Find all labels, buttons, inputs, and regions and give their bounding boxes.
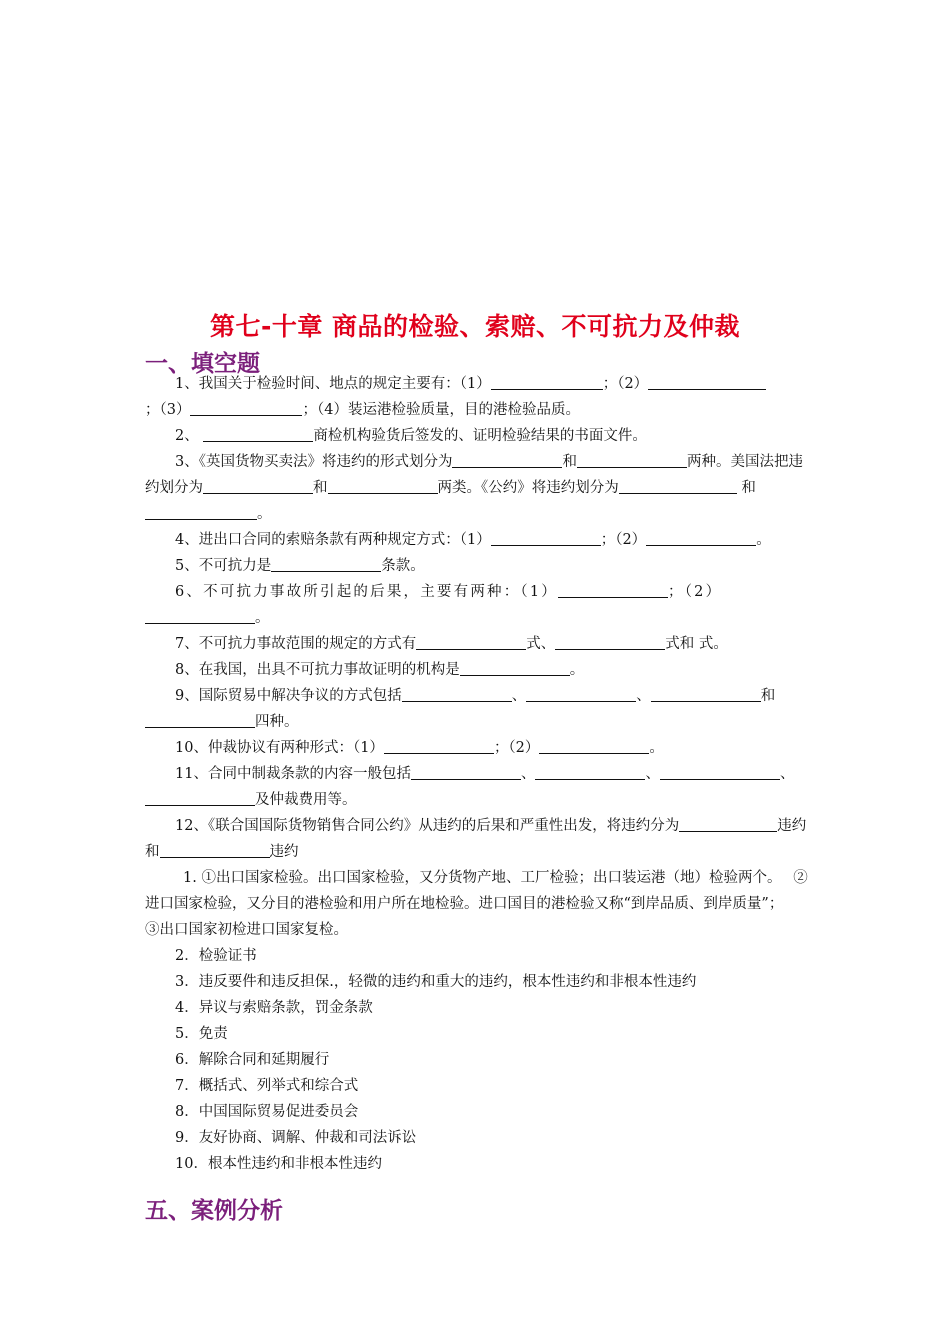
answer-blank[interactable] bbox=[535, 763, 645, 780]
question-text: 两类。《公约》将违约划分为 bbox=[437, 480, 619, 496]
question-text: ；（2） bbox=[493, 740, 540, 756]
question-text: 1、我国关于检验时间、地点的规定主要有：（1） bbox=[175, 376, 491, 392]
answer-blank[interactable] bbox=[491, 373, 603, 390]
question-text: 5、不可抗力是 bbox=[175, 558, 272, 574]
answer-blank[interactable] bbox=[619, 477, 699, 494]
question-text: 条款。 bbox=[381, 558, 425, 574]
question-text: 。 bbox=[756, 532, 771, 548]
question-text: 。 bbox=[257, 506, 272, 522]
question-text: ；（2） bbox=[602, 376, 649, 392]
answer-blank[interactable] bbox=[648, 373, 766, 390]
answer-blank[interactable] bbox=[577, 451, 687, 468]
question-text: 两种。美国法把违约划分为 bbox=[145, 454, 803, 496]
question-text: 2、 bbox=[175, 428, 199, 444]
question-8 bbox=[145, 657, 809, 683]
question-text: 3、《英国货物买卖法》将违约的形式划分为 bbox=[175, 454, 453, 470]
question-text: 和 bbox=[741, 480, 756, 496]
answer-blank[interactable] bbox=[646, 529, 756, 546]
question-11 bbox=[145, 761, 809, 813]
answer-blank[interactable] bbox=[328, 477, 438, 494]
question-text: ；（2） bbox=[668, 584, 723, 600]
answer-blank[interactable] bbox=[660, 763, 772, 780]
answer-1: 1. ①出口国家检验。出口国家检验，又分货物产地、工厂检验；出口装运港（地）检验两个。 ②进口国家检验，又分目的港检验和用户所在地检验。进口国目的港检验又称“到岸品质、到岸质量”； ③出口国家初检进口国家复检。 bbox=[145, 870, 810, 938]
question-text: 和 bbox=[313, 480, 328, 496]
answer-blank[interactable] bbox=[411, 763, 521, 780]
question-10 bbox=[145, 735, 809, 761]
question-text: 违约和 bbox=[145, 818, 807, 860]
answer-2: 2．检验证书 bbox=[175, 948, 257, 964]
answer-blank[interactable] bbox=[271, 555, 381, 572]
question-text: 4、进出口合同的索赔条款有两种规定方式：（1） bbox=[175, 532, 491, 548]
answer-blank[interactable] bbox=[145, 503, 257, 520]
question-text: 及仲裁费用等。 bbox=[255, 792, 357, 808]
answer-blank[interactable] bbox=[526, 685, 636, 702]
question-text: 和 bbox=[562, 454, 577, 470]
answer-blank[interactable] bbox=[555, 633, 665, 650]
question-list bbox=[145, 371, 809, 1177]
section-heading-case-analysis: 五、案例分析 bbox=[145, 1198, 283, 1224]
question-text: 、 bbox=[511, 688, 527, 704]
question-text: 和 bbox=[760, 688, 776, 704]
answer-8: 8．中国国际贸易促进委员会 bbox=[175, 1104, 359, 1120]
answer-6: 6．解除合同和延期履行 bbox=[175, 1052, 330, 1068]
question-text: 7、不可抗力事故范围的规定的方式有 bbox=[175, 636, 417, 652]
answer-blank[interactable] bbox=[491, 529, 601, 546]
answer-blank[interactable] bbox=[145, 789, 255, 806]
question-text: 式和 式。 bbox=[665, 636, 728, 652]
answer-4: 4．异议与索赔条款，罚金条款 bbox=[175, 1000, 373, 1016]
question-5 bbox=[145, 553, 809, 579]
question-text: ；（3） bbox=[145, 402, 191, 418]
question-1 bbox=[145, 371, 809, 423]
question-text: 四种。 bbox=[255, 714, 299, 730]
answer-blank[interactable] bbox=[651, 685, 761, 702]
question-text: 12、《联合国国际货物销售合同公约》从违约的后果和严重性出发，将违约分为 bbox=[175, 818, 680, 834]
question-text: 、 bbox=[636, 688, 651, 704]
question-text: 式、 bbox=[526, 636, 556, 652]
question-6 bbox=[145, 579, 809, 631]
question-text: ；（4）装运港检验质量，目的港检验品质。 bbox=[302, 402, 580, 418]
answer-blank[interactable] bbox=[160, 841, 270, 858]
question-text: 违约 bbox=[269, 844, 299, 860]
question-text: 11、合同中制裁条款的内容一般包括 bbox=[175, 766, 411, 782]
question-text: 商检机构验货后签发的、证明检验结果的书面文件。 bbox=[313, 428, 647, 444]
page-title: 第七-十章 商品的检验、索赔、不可抗力及仲裁 bbox=[209, 312, 741, 341]
question-12 bbox=[145, 813, 809, 865]
answer-7: 7．概括式、列举式和综合式 bbox=[175, 1078, 359, 1094]
question-text: 10、仲裁协议有两种形式：（1） bbox=[175, 740, 384, 756]
answer-blank[interactable] bbox=[402, 685, 512, 702]
question-text: 、 bbox=[520, 766, 536, 782]
question-3 bbox=[145, 449, 809, 527]
question-text: ；（2） bbox=[600, 532, 647, 548]
section-heading-fill-blank: 一、填空题 bbox=[145, 351, 260, 377]
answer-blank[interactable] bbox=[699, 477, 737, 494]
answer-5: 5．免责 bbox=[175, 1026, 228, 1042]
question-text: 、 bbox=[645, 766, 660, 782]
question-text: 6、不可抗力事故所引起的后果，主要有两种：（1） bbox=[175, 584, 558, 600]
question-text: 、 bbox=[779, 766, 795, 782]
answer-blank[interactable] bbox=[539, 737, 649, 754]
question-9 bbox=[145, 683, 809, 735]
answer-blank[interactable] bbox=[679, 815, 739, 832]
question-text: 。 bbox=[255, 610, 272, 626]
question-text: 。 bbox=[569, 662, 585, 678]
question-text: 8、在我国，出具不可抗力事故证明的机构是 bbox=[175, 662, 460, 678]
answer-blank[interactable] bbox=[203, 477, 313, 494]
answer-10: 10．根本性违约和非根本性违约 bbox=[175, 1156, 382, 1172]
question-2 bbox=[145, 423, 809, 449]
answer-blank[interactable] bbox=[558, 581, 668, 598]
answer-blank[interactable] bbox=[416, 633, 526, 650]
question-7 bbox=[145, 631, 809, 657]
answer-3: 3．违反要件和违反担保.，轻微的违约和重大的违约，根本性违约和非根本性违约 bbox=[175, 974, 697, 990]
answer-blank[interactable] bbox=[452, 451, 562, 468]
answer-blank[interactable] bbox=[772, 763, 780, 780]
answer-blank[interactable] bbox=[145, 607, 255, 624]
question-4 bbox=[145, 527, 809, 553]
question-text: 。 bbox=[649, 740, 664, 756]
answer-blank[interactable] bbox=[460, 659, 570, 676]
answer-blank[interactable] bbox=[145, 711, 255, 728]
answer-blank[interactable] bbox=[384, 737, 494, 754]
answer-blank[interactable] bbox=[203, 425, 313, 442]
answer-9: 9．友好协商、调解、仲裁和司法诉讼 bbox=[175, 1130, 417, 1146]
answer-blank[interactable] bbox=[739, 815, 777, 832]
question-text: 9、国际贸易中解决争议的方式包括 bbox=[175, 688, 402, 704]
answer-blank[interactable] bbox=[190, 399, 302, 416]
